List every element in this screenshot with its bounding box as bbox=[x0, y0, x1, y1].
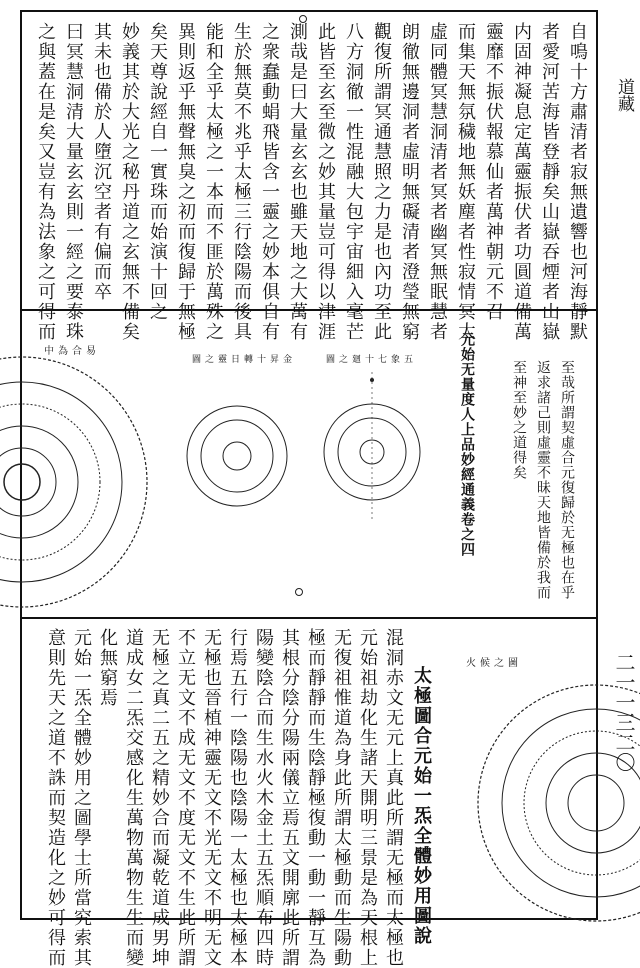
text-column: 元始一炁全體妙用之圖學士所當究索其 bbox=[71, 628, 92, 968]
top-text-panel bbox=[22, 22, 596, 342]
text-column: 朗徹無邊洞者虛明無礙清者澄瑩無窮 bbox=[399, 22, 420, 342]
text-column: 陽變陰合而生水火木金土五炁順布四時 bbox=[253, 628, 274, 968]
text-column: 靈靡不振伏報慕仙者萬神朝元不召 bbox=[483, 22, 504, 322]
five-element-diagram bbox=[312, 372, 432, 522]
text-column: 行焉五行一陰陽也陰陽一太極也太極本 bbox=[227, 628, 248, 968]
fire-phase-diagram bbox=[456, 678, 596, 928]
text-column: 妙義其於大光之秘丹道之玄無不備矣 bbox=[119, 22, 140, 342]
section-heading: 太極圖合元始一炁全體妙用圖說 bbox=[411, 666, 432, 946]
ten-heaven-diagram bbox=[182, 398, 292, 518]
text-column: 能和全乎太極之一本而不匪於萬殊之 bbox=[203, 22, 224, 342]
text-column: 混洞赤文无元上真此所謂无極而太極也 bbox=[383, 628, 404, 968]
diagram-label: 圖之靈日轉十昇金 bbox=[192, 355, 297, 365]
text-column: 元始祖劫化生諸天開明三景是為天根上 bbox=[357, 628, 378, 968]
text-column: 八方洞徹一性混融大包宇宙細入毫芒 bbox=[343, 22, 364, 342]
text-column: 不立无文不成无文不度无文不生此所謂 bbox=[175, 628, 196, 968]
text-column: 化無窮焉 bbox=[97, 628, 118, 708]
text-column: 此皆至玄至微之妙其量豈可得以津涯 bbox=[315, 22, 336, 342]
section-divider-bottom bbox=[20, 617, 598, 619]
text-column: 而集天無氛穢地無妖塵者性寂情冥太 bbox=[455, 22, 476, 342]
bottom-panel bbox=[22, 628, 596, 968]
middle-text-column: 至神至妙之道得矣 bbox=[511, 360, 527, 480]
page-number: 二一一三二〇 bbox=[612, 652, 636, 772]
text-column: 其未也備於人墮沉空者有偏而卒 bbox=[91, 22, 112, 302]
text-column: 生於無莫不兆乎太極三行陰陽而後具 bbox=[231, 22, 252, 342]
text-column: 内固神凝息定萬靈振伏者功圓道備萬 bbox=[511, 22, 532, 342]
text-column: 曰冥慧洞清大量玄玄則一經之要泰珠 bbox=[63, 22, 84, 342]
text-column: 觀復所謂冥通慧照之力是也內功至此 bbox=[371, 22, 392, 342]
text-column: 測哉是曰大量玄玄也雖天地之大萬有 bbox=[287, 22, 308, 342]
text-column: 无極也晉植神靈无文不光无文不明无文 bbox=[201, 628, 222, 968]
text-column: 道成女二炁交感化生萬物萬物生生而變 bbox=[123, 628, 144, 968]
closing-title: 元始无量度人上品妙經通義卷之四 bbox=[459, 332, 475, 557]
diagram-label: 火候之圖 bbox=[466, 658, 522, 669]
middle-text-column: 返求諸己則虛靈不昧天地皆備於我而 bbox=[535, 360, 551, 600]
middle-text-column: 至哉所謂契虛合元復歸於无極也在乎 bbox=[559, 360, 575, 600]
text-column: 无復祖惟道為身此所謂太極動而生陽動 bbox=[331, 628, 352, 968]
middle-panel bbox=[22, 322, 596, 612]
text-column: 之衆蠢動蜎飛皆含一靈之妙本俱自有 bbox=[259, 22, 280, 342]
text-column: 之與蓋在是矣又豈有為法象之可得而 bbox=[35, 22, 56, 342]
text-column: 其根分陰分陽兩儀立焉五文開廓此所謂 bbox=[279, 628, 300, 968]
center-dot bbox=[294, 587, 304, 597]
binding-mark bbox=[298, 14, 308, 24]
text-column: 者愛河苦海皆登靜矣山嶽吞煙者山嶽 bbox=[539, 22, 560, 342]
diagram-label: 圖之廻十七象五 bbox=[326, 355, 418, 365]
text-column: 異則返乎無聲無臭之初而復歸于無極 bbox=[175, 22, 196, 342]
text-column: 矣天尊說經自一實珠而始演十回之 bbox=[147, 22, 168, 322]
diagram-label: 中為合易 bbox=[44, 346, 100, 357]
unity-diagram bbox=[22, 352, 162, 612]
text-column: 自鳴十方肅清者寂無遺響也河海靜默 bbox=[567, 22, 588, 342]
text-column: 无極之真二五之精妙合而凝乾道成男坤 bbox=[149, 628, 170, 968]
book-title-margin: 道藏 bbox=[614, 78, 634, 112]
text-column: 極而靜靜而生陰靜極復動一動一靜互為 bbox=[305, 628, 326, 968]
text-column: 虛同體冥慧洞清者冥者幽冥無眠慧者 bbox=[427, 22, 448, 342]
text-column: 意則先天之道不誅而契造化之妙可得而 bbox=[45, 628, 66, 968]
